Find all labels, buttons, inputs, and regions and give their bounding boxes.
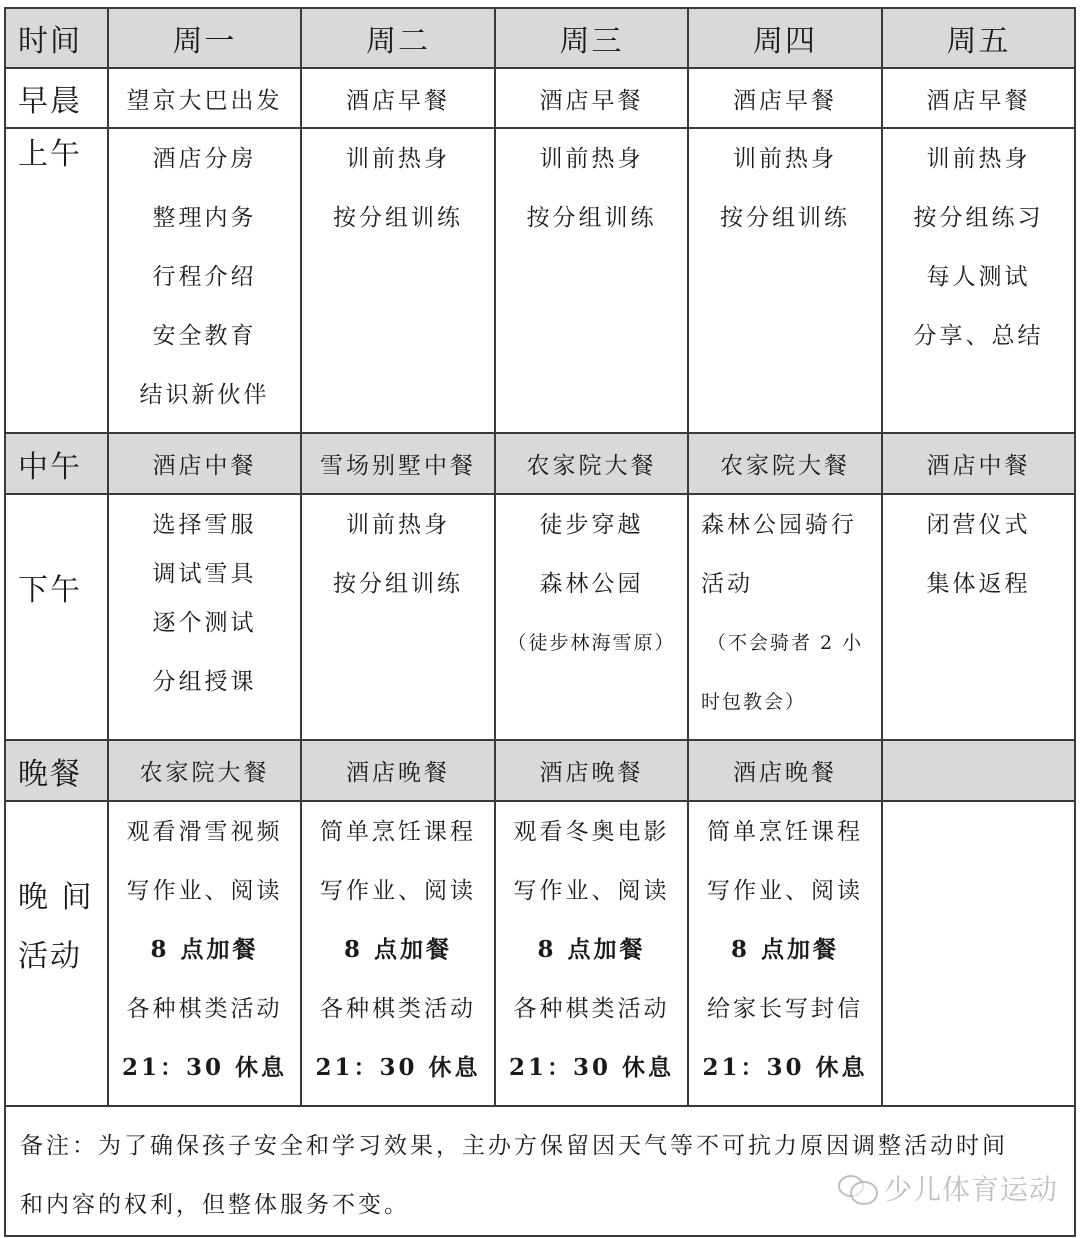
activity-line: 训前热身 (733, 146, 837, 172)
activity-line: 各种棋类活动 (513, 996, 670, 1022)
activity-note: 时包教会） (701, 691, 807, 713)
day-header-monday: 周一 (108, 8, 301, 68)
activity-line: 活动 (701, 571, 753, 597)
evening-row (5, 801, 1075, 1106)
activity-line: 给家长写封信 (707, 996, 863, 1022)
header-row (5, 8, 1075, 68)
activity-line: 简单烹饪课程 (707, 819, 863, 845)
time-column-header: 时间 (5, 8, 108, 68)
morning-friday: 酒店早餐 (882, 68, 1075, 128)
dinner-thursday: 酒店晚餐 (688, 740, 882, 801)
activity-line: 选择雪服 (152, 512, 257, 538)
activity-line: 8 点加餐 (343, 936, 452, 963)
row-label-forenoon: 上午 (5, 128, 108, 433)
afternoon-row (5, 494, 1075, 740)
activity-line: 酒店分房 (152, 146, 257, 172)
activity-line: 21：30 休息 (121, 1054, 288, 1081)
activity-line: 训前热身 (346, 146, 450, 172)
activity-line: 按分组训练 (333, 205, 463, 231)
row-label-noon: 中午 (5, 433, 108, 494)
activity-line: 21：30 休息 (702, 1054, 868, 1081)
activity-line: 21：30 休息 (508, 1054, 675, 1081)
noon-monday: 酒店中餐 (108, 433, 301, 494)
activity-note: （徒步林海雪原） (507, 632, 676, 654)
noon-friday: 酒店中餐 (882, 433, 1075, 494)
day-header-tuesday: 周二 (301, 8, 495, 68)
schedule-table (4, 7, 1076, 1237)
activity-line: 按分组练习 (913, 205, 1044, 231)
remarks-line-1: 备注：为了确保孩子安全和学习效果，主办方保留因天气等不可抗力原因调整活动时间 (20, 1133, 1008, 1159)
row-label-evening-line1: 晚 间 (18, 880, 94, 915)
afternoon-tuesday (301, 494, 495, 740)
evening-friday (882, 801, 1075, 1106)
dinner-friday (882, 740, 1075, 801)
activity-line: 逐个测试 (152, 610, 257, 636)
watermark-text: 少儿体育运动 (884, 1173, 1059, 1206)
activity-line: 分组授课 (152, 669, 257, 695)
morning-row (5, 68, 1075, 128)
activity-line: 结识新伙伴 (139, 382, 270, 408)
afternoon-monday (108, 494, 301, 740)
activity-line: 安全教育 (152, 323, 257, 349)
activity-line: 各种棋类活动 (126, 996, 283, 1022)
activity-line: 森林公园骑行 (701, 512, 857, 538)
afternoon-thursday (688, 494, 882, 740)
activity-line: 观看滑雪视频 (126, 819, 283, 845)
row-label-evening-line2: 活动 (18, 939, 82, 974)
activity-line: 闭营仪式 (926, 512, 1031, 538)
forenoon-monday (108, 128, 301, 433)
activity-line: 按分组训练 (526, 205, 657, 231)
activity-line: 训前热身 (539, 146, 644, 172)
dinner-tuesday: 酒店晚餐 (301, 740, 495, 801)
wechat-icon (838, 1173, 878, 1203)
row-label-dinner: 晚餐 (5, 740, 108, 801)
activity-line: 观看冬奥电影 (513, 819, 670, 845)
day-header-thursday: 周四 (688, 8, 882, 68)
dinner-wednesday: 酒店晚餐 (495, 740, 688, 801)
day-header-wednesday: 周三 (495, 8, 688, 68)
activity-line: 写作业、阅读 (513, 878, 670, 904)
activity-line: 按分组训练 (333, 571, 463, 597)
activity-line: 整理内务 (152, 205, 257, 231)
row-label-morning: 早晨 (5, 68, 108, 128)
noon-row (5, 433, 1075, 494)
activity-line: 8 点加餐 (150, 936, 259, 963)
activity-line: 按分组训练 (720, 205, 850, 231)
morning-monday: 望京大巴出发 (108, 68, 301, 128)
evening-wednesday (495, 801, 688, 1106)
activity-line: 每人测试 (926, 264, 1031, 290)
morning-tuesday: 酒店早餐 (301, 68, 495, 128)
evening-monday (108, 801, 301, 1106)
noon-wednesday: 农家院大餐 (495, 433, 688, 494)
dinner-monday: 农家院大餐 (108, 740, 301, 801)
dinner-row (5, 740, 1075, 801)
activity-line: 各种棋类活动 (320, 996, 476, 1022)
morning-thursday: 酒店早餐 (688, 68, 882, 128)
activity-line: 集体返程 (926, 571, 1031, 597)
forenoon-friday (882, 128, 1075, 433)
day-header-friday: 周五 (882, 8, 1075, 68)
afternoon-wednesday (495, 494, 688, 740)
row-label-afternoon: 下午 (5, 494, 108, 740)
watermark (838, 1168, 1058, 1208)
activity-line: 简单烹饪课程 (320, 819, 476, 845)
morning-wednesday: 酒店早餐 (495, 68, 688, 128)
activity-line: 训前热身 (346, 512, 450, 538)
activity-line: 行程介绍 (152, 264, 257, 290)
activity-line: 21：30 休息 (315, 1054, 481, 1081)
afternoon-friday (882, 494, 1075, 740)
noon-tuesday: 雪场别墅中餐 (301, 433, 495, 494)
forenoon-row (5, 128, 1075, 433)
activity-line: 分享、总结 (913, 323, 1044, 349)
evening-tuesday (301, 801, 495, 1106)
activity-line: 8 点加餐 (537, 936, 646, 963)
activity-line: 写作业、阅读 (707, 878, 863, 904)
activity-line: 徒步穿越 (539, 512, 644, 538)
activity-note: （不会骑者 2 小 (707, 632, 864, 654)
forenoon-wednesday (495, 128, 688, 433)
row-label-evening (5, 801, 108, 1106)
noon-thursday: 农家院大餐 (688, 433, 882, 494)
activity-line: 训前热身 (926, 146, 1031, 172)
activity-line: 写作业、阅读 (320, 878, 476, 904)
activity-line: 8 点加餐 (730, 936, 839, 963)
remarks-line-2: 和内容的权利，但整体服务不变。 (20, 1192, 410, 1218)
evening-thursday (688, 801, 882, 1106)
activity-line: 森林公园 (539, 571, 644, 597)
forenoon-thursday (688, 128, 882, 433)
activity-line: 写作业、阅读 (126, 878, 283, 904)
activity-line: 调试雪具 (152, 561, 257, 587)
forenoon-tuesday (301, 128, 495, 433)
